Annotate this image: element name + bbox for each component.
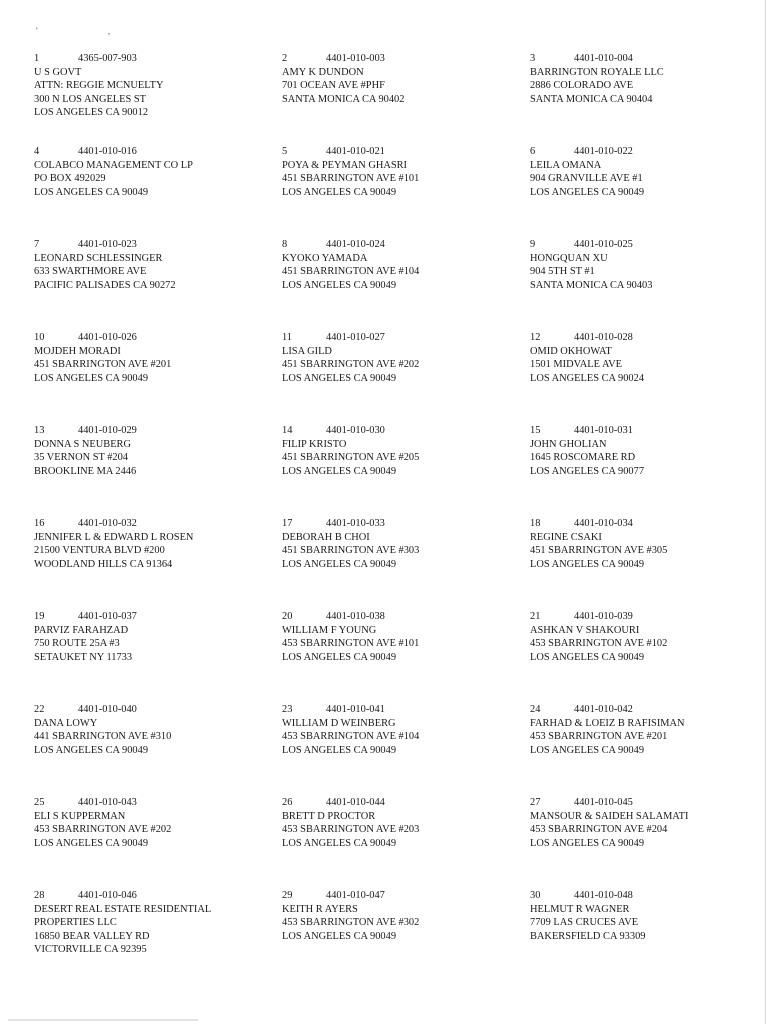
parcel-number: 4401-010-042 bbox=[574, 704, 633, 715]
label-number: 29 bbox=[282, 890, 293, 901]
address-line: 453 SBARRINGTON AVE #101 bbox=[282, 638, 420, 650]
address-line: LOS ANGELES CA 90049 bbox=[530, 558, 645, 570]
address-label bbox=[530, 238, 734, 331]
label-header bbox=[282, 517, 530, 531]
header-marks: ' , bbox=[36, 26, 145, 36]
parcel-number: 4401-010-039 bbox=[574, 611, 633, 622]
address-label bbox=[530, 424, 734, 517]
address-line: 7709 LAS CRUCES AVE bbox=[530, 917, 639, 929]
label-header bbox=[34, 796, 282, 810]
address-label bbox=[34, 889, 282, 982]
address-line: LOS ANGELES CA 90049 bbox=[34, 186, 149, 198]
parcel-number: 4401-010-024 bbox=[326, 239, 385, 250]
owner-name: MOJDEH MORADI bbox=[34, 345, 121, 357]
owner-name: WILLIAM D WEINBERG bbox=[282, 717, 396, 729]
parcel-number: 4401-010-033 bbox=[326, 518, 385, 529]
label-grid bbox=[34, 52, 734, 982]
label-header bbox=[282, 331, 530, 345]
owner-name: JENNIFER L & EDWARD L ROSEN bbox=[34, 531, 194, 543]
label-header bbox=[34, 238, 282, 252]
address-line: 35 VERNON ST #204 bbox=[34, 452, 129, 464]
address-label bbox=[530, 610, 734, 703]
owner-name: DESERT REAL ESTATE RESIDENTIAL bbox=[34, 903, 212, 915]
label-number: 2 bbox=[282, 53, 288, 64]
owner-name: DEBORAH B CHOI bbox=[282, 531, 370, 543]
address-line: PO BOX 492029 bbox=[34, 173, 106, 185]
parcel-number: 4401-010-004 bbox=[574, 53, 633, 64]
label-number: 20 bbox=[282, 611, 293, 622]
owner-name: FARHAD & LOEIZ B RAFISIMAN bbox=[530, 717, 685, 729]
parcel-number: 4401-010-038 bbox=[326, 611, 385, 622]
label-header bbox=[530, 145, 734, 159]
address-line: LOS ANGELES CA 90049 bbox=[282, 279, 397, 291]
address-line: LOS ANGELES CA 90024 bbox=[530, 372, 645, 384]
address-label bbox=[530, 145, 734, 238]
label-number: 30 bbox=[530, 890, 541, 901]
address-label bbox=[282, 331, 530, 424]
label-number: 16 bbox=[34, 518, 45, 529]
address-line: LOS ANGELES CA 90049 bbox=[282, 186, 397, 198]
address-line: 21500 VENTURA BLVD #200 bbox=[34, 545, 165, 557]
parcel-number: 4401-010-044 bbox=[326, 797, 385, 808]
label-header bbox=[34, 889, 282, 903]
address-line: LOS ANGELES CA 90049 bbox=[530, 744, 645, 756]
label-number: 8 bbox=[282, 239, 288, 250]
label-number: 6 bbox=[530, 146, 536, 157]
scan-edge-line bbox=[765, 0, 766, 1024]
label-header bbox=[282, 703, 530, 717]
parcel-number: 4401-010-003 bbox=[326, 53, 385, 64]
address-label bbox=[34, 796, 282, 889]
address-line: LOS ANGELES CA 90049 bbox=[282, 465, 397, 477]
owner-name: KEITH R AYERS bbox=[282, 903, 358, 915]
owner-name: COLABCO MANAGEMENT CO LP bbox=[34, 159, 193, 171]
label-header bbox=[34, 517, 282, 531]
address-label bbox=[282, 52, 530, 145]
label-number: 22 bbox=[34, 704, 45, 715]
label-header bbox=[530, 52, 734, 66]
label-number: 24 bbox=[530, 704, 541, 715]
address-line: 904 5TH ST #1 bbox=[530, 266, 595, 278]
address-line: BAKERSFIELD CA 93309 bbox=[530, 930, 646, 942]
address-line: 453 SBARRINGTON AVE #204 bbox=[530, 824, 668, 836]
parcel-number: 4401-010-045 bbox=[574, 797, 633, 808]
label-header bbox=[530, 424, 734, 438]
owner-name: FILIP KRISTO bbox=[282, 438, 347, 450]
label-number: 23 bbox=[282, 704, 293, 715]
parcel-number: 4365-007-903 bbox=[78, 53, 137, 64]
label-number: 1 bbox=[34, 53, 40, 64]
label-header bbox=[34, 145, 282, 159]
owner-name: OMID OKHOWAT bbox=[530, 345, 612, 357]
address-line: 453 SBARRINGTON AVE #203 bbox=[282, 824, 420, 836]
address-line: LOS ANGELES CA 90049 bbox=[34, 744, 149, 756]
address-label bbox=[282, 703, 530, 796]
parcel-number: 4401-010-034 bbox=[574, 518, 633, 529]
address-line: PACIFIC PALISADES CA 90272 bbox=[34, 279, 176, 291]
owner-name: HONGQUAN XU bbox=[530, 252, 608, 264]
address-line: LOS ANGELES CA 90012 bbox=[34, 107, 149, 119]
address-label bbox=[530, 517, 734, 610]
address-line: 1645 ROSCOMARE RD bbox=[530, 452, 636, 464]
address-label bbox=[530, 889, 734, 982]
parcel-number: 4401-010-041 bbox=[326, 704, 385, 715]
parcel-number: 4401-010-026 bbox=[78, 332, 137, 343]
address-line: SANTA MONICA CA 90403 bbox=[530, 279, 653, 291]
label-number: 11 bbox=[282, 332, 293, 343]
label-header bbox=[282, 889, 530, 903]
address-line: LOS ANGELES CA 90049 bbox=[282, 372, 397, 384]
scan-smudge bbox=[8, 1019, 198, 1021]
label-header bbox=[282, 424, 530, 438]
address-label bbox=[282, 796, 530, 889]
address-line: 701 OCEAN AVE #PHF bbox=[282, 80, 385, 92]
parcel-number: 4401-010-016 bbox=[78, 146, 137, 157]
label-number: 26 bbox=[282, 797, 293, 808]
address-label bbox=[34, 610, 282, 703]
label-header bbox=[530, 796, 734, 810]
label-number: 15 bbox=[530, 425, 541, 436]
owner-name: LEILA OMANA bbox=[530, 159, 602, 171]
label-header bbox=[530, 517, 734, 531]
label-number: 19 bbox=[34, 611, 45, 622]
owner-name: WILLIAM F YOUNG bbox=[282, 624, 377, 636]
address-line: 750 ROUTE 25A #3 bbox=[34, 638, 120, 650]
address-label bbox=[34, 238, 282, 331]
owner-name: DANA LOWY bbox=[34, 717, 98, 729]
address-label bbox=[34, 145, 282, 238]
address-line: LOS ANGELES CA 90049 bbox=[530, 837, 645, 849]
parcel-number: 4401-010-047 bbox=[326, 890, 385, 901]
label-number: 7 bbox=[34, 239, 40, 250]
label-header bbox=[34, 703, 282, 717]
label-number: 17 bbox=[282, 518, 293, 529]
address-line: 451 SBARRINGTON AVE #104 bbox=[282, 266, 420, 278]
owner-name: KYOKO YAMADA bbox=[282, 252, 368, 264]
address-line: 451 SBARRINGTON AVE #201 bbox=[34, 359, 172, 371]
label-number: 27 bbox=[530, 797, 541, 808]
owner-name: MANSOUR & SAIDEH SALAMATI bbox=[530, 810, 689, 822]
address-line: 904 GRANVILLE AVE #1 bbox=[530, 173, 643, 185]
parcel-number: 4401-010-022 bbox=[574, 146, 633, 157]
address-label bbox=[34, 331, 282, 424]
owner-name: LISA GILD bbox=[282, 345, 332, 357]
parcel-number: 4401-010-027 bbox=[326, 332, 385, 343]
address-line: 451 SBARRINGTON AVE #202 bbox=[282, 359, 420, 371]
label-number: 3 bbox=[530, 53, 536, 64]
address-line: SANTA MONICA CA 90404 bbox=[530, 93, 653, 105]
address-label bbox=[34, 424, 282, 517]
address-line: 453 SBARRINGTON AVE #104 bbox=[282, 731, 420, 743]
label-header bbox=[34, 610, 282, 624]
label-header bbox=[530, 610, 734, 624]
parcel-number: 4401-010-029 bbox=[78, 425, 137, 436]
parcel-number: 4401-010-031 bbox=[574, 425, 633, 436]
address-line: 16850 BEAR VALLEY RD bbox=[34, 930, 150, 942]
owner-name: ELI S KUPPERMAN bbox=[34, 810, 126, 822]
address-label bbox=[282, 517, 530, 610]
owner-name: HELMUT R WAGNER bbox=[530, 903, 630, 915]
label-number: 5 bbox=[282, 146, 288, 157]
label-number: 4 bbox=[34, 146, 40, 157]
address-line: LOS ANGELES CA 90077 bbox=[530, 465, 645, 477]
address-line: 451 SBARRINGTON AVE #101 bbox=[282, 173, 420, 185]
label-number: 9 bbox=[530, 239, 536, 250]
address-line: LOS ANGELES CA 90049 bbox=[530, 186, 645, 198]
address-line: WOODLAND HILLS CA 91364 bbox=[34, 558, 173, 570]
label-number: 12 bbox=[530, 332, 541, 343]
address-line: 451 SBARRINGTON AVE #305 bbox=[530, 545, 668, 557]
parcel-number: 4401-010-030 bbox=[326, 425, 385, 436]
label-header bbox=[34, 331, 282, 345]
address-line: 451 SBARRINGTON AVE #303 bbox=[282, 545, 420, 557]
address-line: 2886 COLORADO AVE bbox=[530, 80, 634, 92]
label-header bbox=[282, 796, 530, 810]
address-line: 451 SBARRINGTON AVE #205 bbox=[282, 452, 420, 464]
address-line: 633 SWARTHMORE AVE bbox=[34, 266, 147, 278]
label-number: 14 bbox=[282, 425, 293, 436]
address-label bbox=[530, 703, 734, 796]
owner-name: POYA & PEYMAN GHASRI bbox=[282, 159, 407, 171]
address-line: 300 N LOS ANGELES ST bbox=[34, 93, 146, 105]
parcel-number: 4401-010-037 bbox=[78, 611, 137, 622]
label-number: 13 bbox=[34, 425, 45, 436]
label-header bbox=[530, 238, 734, 252]
parcel-number: 4401-010-032 bbox=[78, 518, 137, 529]
owner-name: LEONARD SCHLESSINGER bbox=[34, 252, 163, 264]
parcel-number: 4401-010-046 bbox=[78, 890, 137, 901]
address-line: 1501 MIDVALE AVE bbox=[530, 359, 622, 371]
address-line: PROPERTIES LLC bbox=[34, 917, 117, 929]
owner-name: BARRINGTON ROYALE LLC bbox=[530, 66, 664, 78]
owner-name: JOHN GHOLIAN bbox=[530, 438, 607, 450]
label-number: 18 bbox=[530, 518, 541, 529]
address-label bbox=[34, 52, 282, 145]
address-line: 453 SBARRINGTON AVE #102 bbox=[530, 638, 668, 650]
address-line: 441 SBARRINGTON AVE #310 bbox=[34, 731, 172, 743]
address-line: 453 SBARRINGTON AVE #302 bbox=[282, 917, 420, 929]
address-label bbox=[34, 703, 282, 796]
owner-name: ASHKAN V SHAKOURI bbox=[530, 624, 640, 636]
owner-name: AMY K DUNDON bbox=[282, 66, 364, 78]
label-number: 25 bbox=[34, 797, 45, 808]
label-header bbox=[282, 145, 530, 159]
address-line: LOS ANGELES CA 90049 bbox=[282, 558, 397, 570]
owner-name: U S GOVT bbox=[34, 66, 82, 78]
label-number: 28 bbox=[34, 890, 45, 901]
address-label bbox=[530, 331, 734, 424]
address-label bbox=[282, 424, 530, 517]
owner-name: BRETT D PROCTOR bbox=[282, 810, 376, 822]
owner-name: DONNA S NEUBERG bbox=[34, 438, 131, 450]
address-line: SANTA MONICA CA 90402 bbox=[282, 93, 405, 105]
label-number: 21 bbox=[530, 611, 541, 622]
address-line: LOS ANGELES CA 90049 bbox=[282, 744, 397, 756]
address-label bbox=[282, 889, 530, 982]
address-label bbox=[282, 238, 530, 331]
address-line: LOS ANGELES CA 90049 bbox=[282, 651, 397, 663]
label-number: 10 bbox=[34, 332, 45, 343]
owner-name: PARVIZ FARAHZAD bbox=[34, 624, 129, 636]
address-line: SETAUKET NY 11733 bbox=[34, 651, 133, 663]
address-line: VICTORVILLE CA 92395 bbox=[34, 944, 147, 956]
label-header bbox=[282, 610, 530, 624]
address-line: 453 SBARRINGTON AVE #202 bbox=[34, 824, 172, 836]
label-header bbox=[282, 238, 530, 252]
address-line: LOS ANGELES CA 90049 bbox=[34, 372, 149, 384]
parcel-number: 4401-010-021 bbox=[326, 146, 385, 157]
address-label bbox=[282, 145, 530, 238]
address-line: 453 SBARRINGTON AVE #201 bbox=[530, 731, 668, 743]
address-line: ATTN: REGGIE MCNUELTY bbox=[34, 80, 164, 92]
parcel-number: 4401-010-023 bbox=[78, 239, 137, 250]
label-header bbox=[34, 52, 282, 66]
parcel-number: 4401-010-025 bbox=[574, 239, 633, 250]
address-label bbox=[282, 610, 530, 703]
address-label bbox=[530, 52, 734, 145]
label-header bbox=[530, 331, 734, 345]
address-line: LOS ANGELES CA 90049 bbox=[530, 651, 645, 663]
owner-name: REGINE CSAKI bbox=[530, 531, 602, 543]
label-header bbox=[530, 703, 734, 717]
parcel-number: 4401-010-043 bbox=[78, 797, 137, 808]
label-header bbox=[34, 424, 282, 438]
address-line: LOS ANGELES CA 90049 bbox=[282, 837, 397, 849]
parcel-number: 4401-010-028 bbox=[574, 332, 633, 343]
address-label bbox=[34, 517, 282, 610]
address-label bbox=[530, 796, 734, 889]
address-line: BROOKLINE MA 2446 bbox=[34, 465, 137, 477]
address-line: LOS ANGELES CA 90049 bbox=[34, 837, 149, 849]
parcel-number: 4401-010-048 bbox=[574, 890, 633, 901]
label-header bbox=[530, 889, 734, 903]
label-header bbox=[282, 52, 530, 66]
parcel-number: 4401-010-040 bbox=[78, 704, 137, 715]
address-line: LOS ANGELES CA 90049 bbox=[282, 930, 397, 942]
